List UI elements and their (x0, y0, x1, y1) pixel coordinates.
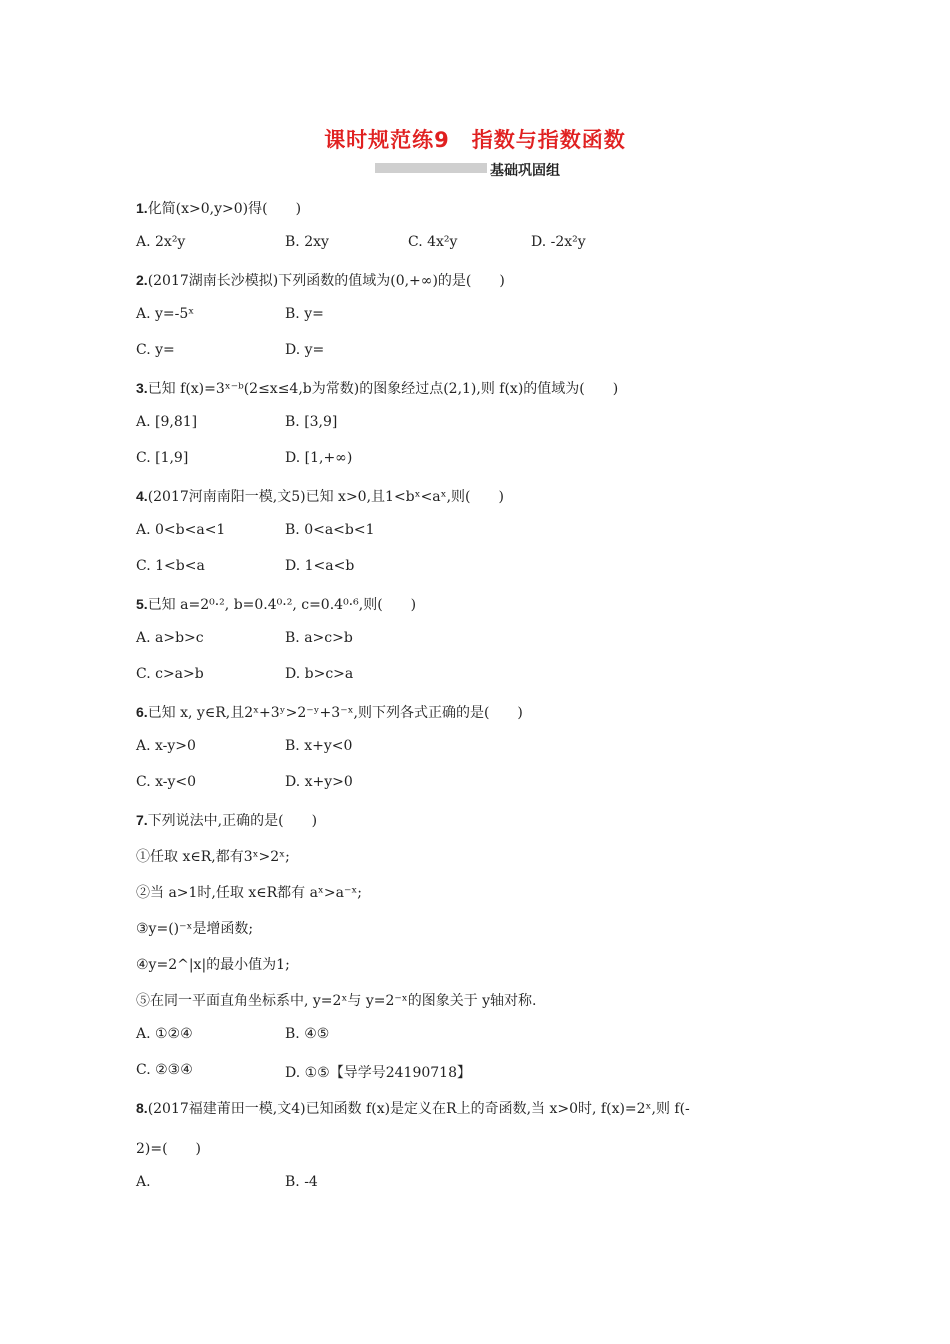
page-title: 课时规范练9 指数与指数函数 (324, 128, 626, 152)
option: C. 1<b<a (136, 558, 205, 574)
option: D. b>c>a (285, 666, 354, 682)
question-number: 5. (136, 596, 148, 612)
option: A. 0<b<a<1 (136, 522, 226, 538)
question-stem: (2017河南南阳一模,文5)已知 x>0,且1<bˣ<aˣ,则( ) (147, 489, 504, 505)
question-stem: 已知 f(x)=3ˣ⁻ᵇ(2≤x≤4,b为常数)的图象经过点(2,1),则 f(x)的值域为( ) (147, 381, 619, 397)
question-5 (136, 594, 416, 614)
question-2 (136, 270, 505, 290)
option: D. [1,+∞) (285, 450, 353, 466)
option: B. 0<a<b<1 (285, 522, 375, 538)
question-stem: 已知 a=2⁰·², b=0.4⁰·², c=0.4⁰·⁶,则( ) (147, 597, 417, 613)
question-8 (136, 1098, 690, 1118)
question-number: 1. (136, 200, 148, 216)
option: B. [3,9] (285, 414, 338, 430)
option: D. y= (285, 342, 325, 358)
option: B. y= (285, 306, 324, 322)
statement: ②当 a>1时,任取 x∈R都有 aˣ>a⁻ˣ; (136, 885, 362, 901)
question-stem: (2017湖南长沙模拟)下列函数的值域为(0,+∞)的是( ) (147, 273, 505, 289)
option: C. x-y<0 (136, 774, 197, 790)
option: C. c>a>b (136, 666, 204, 682)
option: A. a>b>c (136, 630, 204, 646)
option: C. ②③④ (136, 1062, 193, 1078)
option: D. 1<a<b (285, 558, 355, 574)
question-number: 6. (136, 704, 148, 720)
option: B. -4 (285, 1174, 318, 1190)
question-4 (136, 486, 504, 506)
option: B. 2xy (285, 234, 329, 250)
question-stem: 已知 x, y∈R,且2ˣ+3ʸ>2⁻ʸ+3⁻ˣ,则下列各式正确的是( ) (147, 705, 523, 721)
option: A. (136, 1174, 151, 1190)
option: D. x+y>0 (285, 774, 353, 790)
option: D. -2x²y (531, 234, 586, 250)
question-6 (136, 702, 523, 722)
statement: ③y=()⁻ˣ是增函数; (136, 921, 254, 937)
option: C. 4x²y (408, 234, 458, 250)
question-number: 8. (136, 1100, 148, 1116)
option: B. a>c>b (285, 630, 353, 646)
option: D. ①⑤【导学号24190718】 (285, 1065, 471, 1081)
question-number: 7. (136, 812, 148, 828)
statement: ⑤在同一平面直角坐标系中, y=2ˣ与 y=2⁻ˣ的图象关于 y轴对称. (136, 993, 537, 1009)
option: A. [9,81] (136, 414, 198, 430)
question-3 (136, 378, 618, 398)
option: B. x+y<0 (285, 738, 353, 754)
question-7 (136, 810, 317, 830)
option: B. ④⑤ (285, 1026, 330, 1042)
question-stem: (2017福建莆田一模,文4)已知函数 f(x)是定义在R上的奇函数,当 x>0时, f(x)=2ˣ,则 f(- (147, 1101, 690, 1117)
section-title: 基础巩固组 (490, 163, 560, 179)
option: C. [1,9] (136, 450, 189, 466)
q8-continuation: 2)=( ) (136, 1141, 202, 1157)
section-bar (375, 163, 487, 173)
option: A. ①②④ (136, 1026, 193, 1042)
option: A. x-y>0 (136, 738, 196, 754)
option: A. 2x²y (136, 234, 186, 250)
statement: ④y=2^|x|的最小值为1; (136, 957, 290, 973)
statement: ①任取 x∈R,都有3ˣ>2ˣ; (136, 849, 290, 865)
question-number: 3. (136, 380, 148, 396)
option: A. y=-5ˣ (136, 306, 195, 322)
question-stem: 下列说法中,正确的是( ) (147, 813, 318, 829)
question-number: 2. (136, 272, 148, 288)
question-stem: 化简(x>0,y>0)得( ) (147, 201, 302, 217)
question-number: 4. (136, 488, 148, 504)
option: C. y= (136, 342, 175, 358)
question-1 (136, 198, 301, 218)
